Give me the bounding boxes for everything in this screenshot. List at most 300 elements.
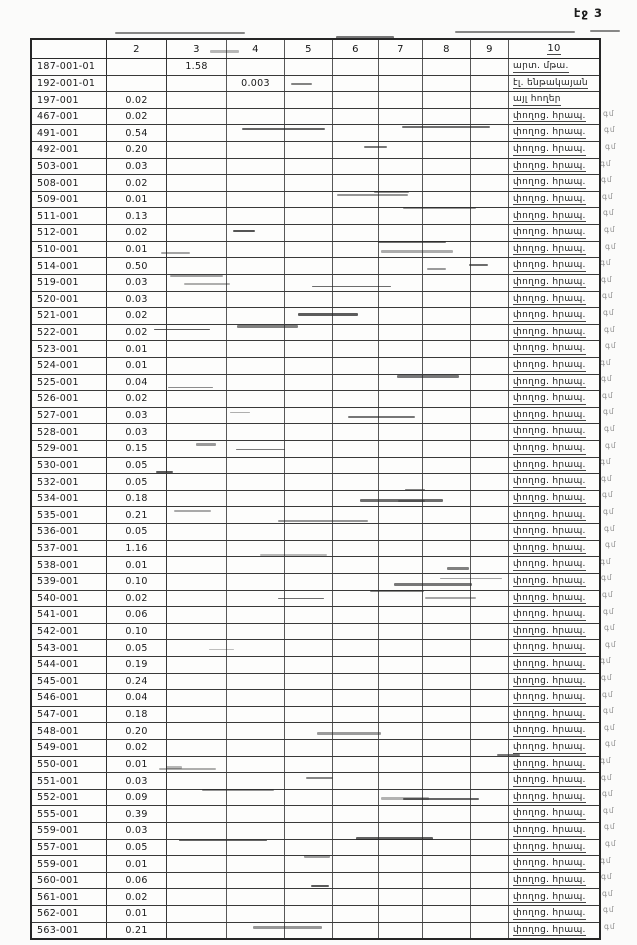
cell-col4 bbox=[227, 873, 285, 889]
cell-col7 bbox=[379, 674, 423, 690]
cell-col8 bbox=[423, 242, 471, 258]
table-row bbox=[32, 840, 599, 857]
table-row bbox=[32, 491, 599, 508]
row-code: 523-001 bbox=[32, 341, 107, 357]
table-row bbox=[32, 142, 599, 159]
cell-col7 bbox=[379, 524, 423, 540]
landuse-label: փողոց. հրապ. bbox=[513, 841, 586, 852]
cell-col10 bbox=[509, 225, 599, 241]
cell-col3 bbox=[167, 175, 227, 191]
table-row bbox=[32, 690, 599, 707]
landuse-label: փողոց. հրապ. bbox=[513, 476, 586, 487]
table-row bbox=[32, 524, 599, 541]
cell-col7 bbox=[379, 889, 423, 905]
cell-col6 bbox=[333, 441, 379, 457]
cell-col10 bbox=[509, 341, 599, 357]
cell-col9 bbox=[471, 92, 509, 108]
cell-col9 bbox=[471, 76, 509, 92]
cell-col6 bbox=[333, 308, 379, 324]
row-code: 544-001 bbox=[32, 657, 107, 673]
cell-col8 bbox=[423, 707, 471, 723]
scan-artifact bbox=[590, 30, 620, 32]
cell-col3 bbox=[167, 375, 227, 391]
cell-col3 bbox=[167, 225, 227, 241]
cell-col2: 0.10 bbox=[107, 624, 167, 640]
cell-col3 bbox=[167, 574, 227, 590]
cell-col5 bbox=[285, 109, 333, 125]
cell-col6 bbox=[333, 142, 379, 158]
cell-col4 bbox=[227, 607, 285, 623]
cell-col8 bbox=[423, 906, 471, 922]
margin-mark: գմ bbox=[604, 125, 616, 135]
cell-col7 bbox=[379, 391, 423, 407]
cell-col10 bbox=[509, 707, 599, 723]
cell-col5 bbox=[285, 923, 333, 939]
cell-col9 bbox=[471, 458, 509, 474]
cell-col10 bbox=[509, 840, 599, 856]
cell-col6 bbox=[333, 292, 379, 308]
cell-col5 bbox=[285, 258, 333, 274]
cell-col8 bbox=[423, 607, 471, 623]
cell-col8 bbox=[423, 889, 471, 905]
cell-col9 bbox=[471, 723, 509, 739]
cell-col10 bbox=[509, 59, 599, 75]
cell-col10 bbox=[509, 723, 599, 739]
cell-col3 bbox=[167, 308, 227, 324]
cell-col3 bbox=[167, 441, 227, 457]
cell-col2: 0.24 bbox=[107, 674, 167, 690]
cell-col6 bbox=[333, 109, 379, 125]
cell-col9 bbox=[471, 906, 509, 922]
cell-col3 bbox=[167, 192, 227, 208]
cell-col9 bbox=[471, 275, 509, 291]
table-row bbox=[32, 474, 599, 491]
table-row bbox=[32, 308, 599, 325]
cell-col7 bbox=[379, 292, 423, 308]
row-code: 536-001 bbox=[32, 524, 107, 540]
row-code: 521-001 bbox=[32, 308, 107, 324]
cell-col6 bbox=[333, 92, 379, 108]
table-row bbox=[32, 375, 599, 392]
cell-col4 bbox=[227, 242, 285, 258]
cell-col7 bbox=[379, 275, 423, 291]
table-row bbox=[32, 391, 599, 408]
cell-col4 bbox=[227, 458, 285, 474]
cell-col10 bbox=[509, 690, 599, 706]
table-row bbox=[32, 657, 599, 674]
cell-col6 bbox=[333, 840, 379, 856]
margin-mark: գմ bbox=[601, 374, 613, 384]
row-code: 512-001 bbox=[32, 225, 107, 241]
row-code: 528-001 bbox=[32, 424, 107, 440]
margin-mark: գմ bbox=[601, 175, 613, 185]
cell-col8 bbox=[423, 840, 471, 856]
margin-mark: գմ bbox=[603, 507, 615, 517]
cell-col2: 0.05 bbox=[107, 840, 167, 856]
table-row bbox=[32, 341, 599, 358]
landuse-label: փողոց. հրապ. bbox=[513, 858, 586, 869]
cell-col10 bbox=[509, 574, 599, 590]
cell-col5 bbox=[285, 192, 333, 208]
cell-col3 bbox=[167, 524, 227, 540]
row-code: 551-001 bbox=[32, 773, 107, 789]
cell-col10 bbox=[509, 125, 599, 141]
row-code: 492-001 bbox=[32, 142, 107, 158]
cell-col4 bbox=[227, 391, 285, 407]
cell-col5 bbox=[285, 325, 333, 341]
cell-col2: 0.03 bbox=[107, 275, 167, 291]
row-code: 552-001 bbox=[32, 790, 107, 806]
cell-col3 bbox=[167, 208, 227, 224]
cell-col10 bbox=[509, 640, 599, 656]
cell-col10 bbox=[509, 773, 599, 789]
table-row bbox=[32, 424, 599, 441]
cell-col7 bbox=[379, 192, 423, 208]
landuse-label: փողոց. հրապ. bbox=[513, 276, 586, 287]
table-row bbox=[32, 275, 599, 292]
cell-col6 bbox=[333, 424, 379, 440]
landuse-label: փողոց. հրապ. bbox=[513, 210, 586, 221]
table-row bbox=[32, 242, 599, 259]
cell-col8 bbox=[423, 325, 471, 341]
table-row bbox=[32, 125, 599, 142]
margin-mark: գմ bbox=[600, 656, 612, 666]
cell-col6 bbox=[333, 541, 379, 557]
landuse-label: փողոց. հրապ. bbox=[513, 642, 586, 653]
cell-col9 bbox=[471, 757, 509, 773]
cell-col3 bbox=[167, 640, 227, 656]
cell-col4 bbox=[227, 657, 285, 673]
cell-col2: 0.02 bbox=[107, 325, 167, 341]
cell-col10 bbox=[509, 906, 599, 922]
cell-col7 bbox=[379, 856, 423, 872]
row-code: 559-001 bbox=[32, 856, 107, 872]
cell-col5 bbox=[285, 59, 333, 75]
cell-col5 bbox=[285, 773, 333, 789]
cell-col6 bbox=[333, 408, 379, 424]
cell-col3 bbox=[167, 275, 227, 291]
cell-col5 bbox=[285, 574, 333, 590]
cell-col8 bbox=[423, 225, 471, 241]
cell-col2: 0.02 bbox=[107, 740, 167, 756]
cell-col3 bbox=[167, 491, 227, 507]
landuse-label: փողոց. հրապ. bbox=[513, 127, 586, 138]
table-row bbox=[32, 591, 599, 608]
cell-col4 bbox=[227, 92, 285, 108]
margin-mark: գմ bbox=[602, 390, 614, 400]
cell-col3 bbox=[167, 674, 227, 690]
header-cell-4: 4 bbox=[227, 40, 285, 58]
cell-col10 bbox=[509, 424, 599, 440]
cell-col9 bbox=[471, 59, 509, 75]
header-cell-9: 9 bbox=[471, 40, 509, 58]
margin-mark bbox=[602, 89, 636, 106]
cell-col8 bbox=[423, 109, 471, 125]
margin-mark bbox=[600, 56, 634, 73]
cell-col5 bbox=[285, 541, 333, 557]
cell-col7 bbox=[379, 76, 423, 92]
cell-col8 bbox=[423, 657, 471, 673]
margin-mark: գմ bbox=[605, 141, 617, 151]
cell-col10 bbox=[509, 657, 599, 673]
row-code: 555-001 bbox=[32, 806, 107, 822]
table-row bbox=[32, 192, 599, 209]
landuse-label: փողոց. հրապ. bbox=[513, 775, 586, 786]
row-code: 557-001 bbox=[32, 840, 107, 856]
cell-col7 bbox=[379, 258, 423, 274]
cell-col9 bbox=[471, 109, 509, 125]
row-code: 532-001 bbox=[32, 474, 107, 490]
cell-col2: 0.01 bbox=[107, 906, 167, 922]
cell-col2: 0.03 bbox=[107, 823, 167, 839]
landuse-label: փողոց. հրապ. bbox=[513, 742, 586, 753]
table-row bbox=[32, 541, 599, 558]
cell-col8 bbox=[423, 491, 471, 507]
cell-col2: 0.06 bbox=[107, 607, 167, 623]
cell-col8 bbox=[423, 591, 471, 607]
cell-col9 bbox=[471, 292, 509, 308]
cell-col7 bbox=[379, 923, 423, 939]
cell-col6 bbox=[333, 624, 379, 640]
table-row bbox=[32, 723, 599, 740]
cell-col4 bbox=[227, 258, 285, 274]
cell-col6 bbox=[333, 375, 379, 391]
cell-col3 bbox=[167, 507, 227, 523]
cell-col8 bbox=[423, 341, 471, 357]
cell-col10 bbox=[509, 358, 599, 374]
cell-col5 bbox=[285, 92, 333, 108]
cell-col6 bbox=[333, 391, 379, 407]
cell-col4 bbox=[227, 773, 285, 789]
row-code: 559-001 bbox=[32, 823, 107, 839]
cell-col5 bbox=[285, 76, 333, 92]
cell-col5 bbox=[285, 242, 333, 258]
cell-col7 bbox=[379, 358, 423, 374]
header-cell-6: 6 bbox=[333, 40, 379, 58]
table-row bbox=[32, 109, 599, 126]
cell-col2: 0.39 bbox=[107, 806, 167, 822]
table-header-row bbox=[32, 40, 599, 59]
landuse-label: փողոց. հրապ. bbox=[513, 393, 586, 404]
row-code: 546-001 bbox=[32, 690, 107, 706]
table-row bbox=[32, 408, 599, 425]
margin-mark bbox=[601, 73, 635, 90]
cell-col2: 0.05 bbox=[107, 474, 167, 490]
cell-col7 bbox=[379, 657, 423, 673]
landuse-label: փողոց. հրապ. bbox=[513, 144, 586, 155]
landuse-label: փողոց. հրապ. bbox=[513, 459, 586, 470]
landuse-label: փողոց. հրապ. bbox=[513, 227, 586, 238]
cell-col3 bbox=[167, 757, 227, 773]
table-row bbox=[32, 292, 599, 309]
cell-col5 bbox=[285, 308, 333, 324]
landuse-label: փողոց. հրապ. bbox=[513, 908, 586, 919]
margin-mark: գմ bbox=[604, 822, 616, 832]
row-code: 519-001 bbox=[32, 275, 107, 291]
cell-col7 bbox=[379, 109, 423, 125]
cell-col6 bbox=[333, 823, 379, 839]
cell-col2 bbox=[107, 76, 167, 92]
cell-col7 bbox=[379, 175, 423, 191]
margin-mark: գմ bbox=[600, 556, 612, 566]
cell-col8 bbox=[423, 424, 471, 440]
cell-col6 bbox=[333, 889, 379, 905]
cell-col2: 1.16 bbox=[107, 541, 167, 557]
cell-col7 bbox=[379, 723, 423, 739]
cell-col8 bbox=[423, 524, 471, 540]
margin-mark: գմ bbox=[601, 772, 613, 782]
cell-col6 bbox=[333, 59, 379, 75]
row-code: 514-001 bbox=[32, 258, 107, 274]
cell-col7 bbox=[379, 375, 423, 391]
cell-col4 bbox=[227, 541, 285, 557]
cell-col4 bbox=[227, 441, 285, 457]
table-row bbox=[32, 458, 599, 475]
landuse-label: փողոց. հրապ. bbox=[513, 326, 586, 337]
cell-col8 bbox=[423, 757, 471, 773]
cell-col6 bbox=[333, 674, 379, 690]
cell-col9 bbox=[471, 474, 509, 490]
margin-mark: գմ bbox=[604, 424, 616, 434]
cell-col2: 0.02 bbox=[107, 391, 167, 407]
margin-mark: գմ bbox=[603, 606, 615, 616]
cell-col9 bbox=[471, 391, 509, 407]
cell-col4 bbox=[227, 292, 285, 308]
cell-col10 bbox=[509, 823, 599, 839]
row-code: 548-001 bbox=[32, 723, 107, 739]
cell-col7 bbox=[379, 458, 423, 474]
cell-col9 bbox=[471, 740, 509, 756]
table-body bbox=[32, 59, 599, 938]
table-row bbox=[32, 873, 599, 890]
landuse-label: փողոց. հրապ. bbox=[513, 110, 586, 121]
cell-col9 bbox=[471, 375, 509, 391]
cell-col7 bbox=[379, 341, 423, 357]
cell-col5 bbox=[285, 607, 333, 623]
landuse-label: փողոց. հրապ. bbox=[513, 708, 586, 719]
cell-col2: 0.05 bbox=[107, 640, 167, 656]
row-code: 197-001 bbox=[32, 92, 107, 108]
margin-mark: գմ bbox=[602, 291, 614, 301]
cell-col8 bbox=[423, 856, 471, 872]
cell-col3 bbox=[167, 142, 227, 158]
cell-col2: 0.03 bbox=[107, 408, 167, 424]
row-code: 491-001 bbox=[32, 125, 107, 141]
row-code: 540-001 bbox=[32, 591, 107, 607]
margin-mark: գմ bbox=[605, 838, 617, 848]
cell-col5 bbox=[285, 557, 333, 573]
cell-col10 bbox=[509, 507, 599, 523]
cell-col5 bbox=[285, 474, 333, 490]
cell-col3 bbox=[167, 806, 227, 822]
cell-col2: 0.02 bbox=[107, 109, 167, 125]
cell-col5 bbox=[285, 292, 333, 308]
table-row bbox=[32, 92, 599, 109]
cell-col8 bbox=[423, 159, 471, 175]
table-row bbox=[32, 258, 599, 275]
cell-col3 bbox=[167, 723, 227, 739]
cell-col9 bbox=[471, 424, 509, 440]
cell-col5 bbox=[285, 640, 333, 656]
margin-mark: գմ bbox=[604, 623, 616, 633]
cell-col8 bbox=[423, 408, 471, 424]
cell-col3 bbox=[167, 125, 227, 141]
landuse-label: փողոց. հրապ. bbox=[513, 243, 586, 254]
cell-col6 bbox=[333, 790, 379, 806]
landuse-label: փողոց. հրապ. bbox=[513, 426, 586, 437]
cell-col7 bbox=[379, 308, 423, 324]
cell-col7 bbox=[379, 408, 423, 424]
cell-col8 bbox=[423, 391, 471, 407]
cell-col4 bbox=[227, 59, 285, 75]
table-row bbox=[32, 624, 599, 641]
cell-col8 bbox=[423, 790, 471, 806]
cell-col9 bbox=[471, 159, 509, 175]
cell-col5 bbox=[285, 358, 333, 374]
cell-col7 bbox=[379, 873, 423, 889]
cell-col7 bbox=[379, 906, 423, 922]
row-code: 539-001 bbox=[32, 574, 107, 590]
cell-col8 bbox=[423, 823, 471, 839]
cell-col3 bbox=[167, 159, 227, 175]
cell-col2: 0.18 bbox=[107, 707, 167, 723]
cell-col6 bbox=[333, 707, 379, 723]
cell-col8 bbox=[423, 292, 471, 308]
cell-col9 bbox=[471, 707, 509, 723]
cell-col6 bbox=[333, 474, 379, 490]
cell-col8 bbox=[423, 723, 471, 739]
cell-col10 bbox=[509, 607, 599, 623]
margin-mark: գմ bbox=[601, 573, 613, 583]
cell-col2: 0.01 bbox=[107, 192, 167, 208]
cell-col3: 1.58 bbox=[167, 59, 227, 75]
cell-col10 bbox=[509, 375, 599, 391]
row-code: 520-001 bbox=[32, 292, 107, 308]
table-row bbox=[32, 59, 599, 76]
cell-col2: 0.04 bbox=[107, 375, 167, 391]
cell-col7 bbox=[379, 441, 423, 457]
cell-col10 bbox=[509, 923, 599, 939]
landuse-label: փողոց. հրապ. bbox=[513, 160, 586, 171]
cell-col5 bbox=[285, 424, 333, 440]
cell-col6 bbox=[333, 873, 379, 889]
cell-col4 bbox=[227, 225, 285, 241]
cell-col9 bbox=[471, 657, 509, 673]
row-code: 525-001 bbox=[32, 375, 107, 391]
row-code: 547-001 bbox=[32, 707, 107, 723]
cell-col4 bbox=[227, 208, 285, 224]
cell-col7 bbox=[379, 607, 423, 623]
landuse-label: փողոց. հրապ. bbox=[513, 526, 586, 537]
cell-col8 bbox=[423, 624, 471, 640]
cell-col9 bbox=[471, 142, 509, 158]
row-code: 508-001 bbox=[32, 175, 107, 191]
cell-col5 bbox=[285, 856, 333, 872]
cell-col5 bbox=[285, 441, 333, 457]
landuse-label: փողոց. հրապ. bbox=[513, 658, 586, 669]
cell-col7 bbox=[379, 790, 423, 806]
cell-col3 bbox=[167, 906, 227, 922]
cell-col8 bbox=[423, 923, 471, 939]
cell-col2: 0.02 bbox=[107, 308, 167, 324]
cell-col4 bbox=[227, 375, 285, 391]
cell-col5 bbox=[285, 707, 333, 723]
row-code: 549-001 bbox=[32, 740, 107, 756]
margin-mark: գմ bbox=[604, 224, 616, 234]
cell-col8 bbox=[423, 175, 471, 191]
cell-col3 bbox=[167, 541, 227, 557]
cell-col2: 0.01 bbox=[107, 557, 167, 573]
